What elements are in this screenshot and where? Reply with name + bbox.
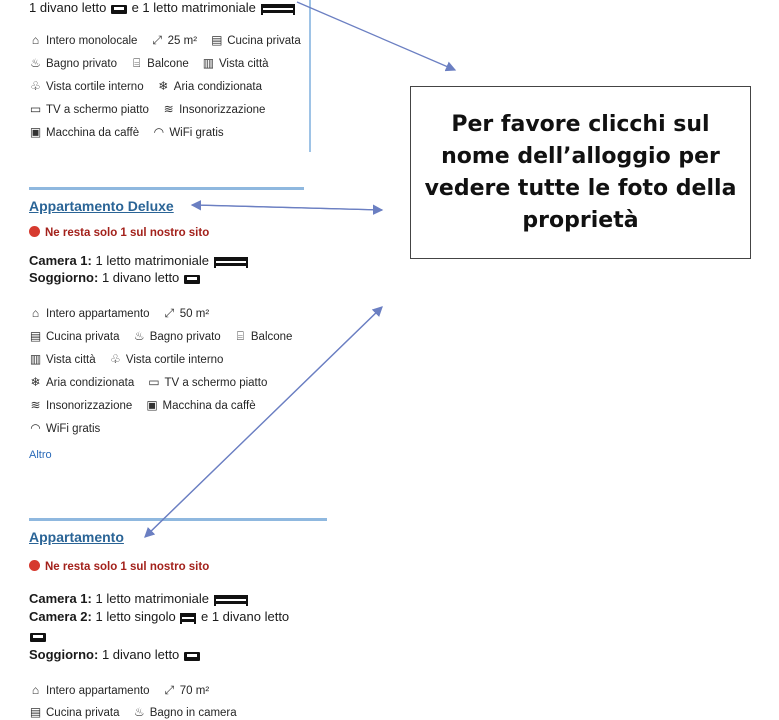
kitchen-icon: ▤ [29,705,42,719]
balcony-icon: ⌸ [133,56,141,70]
garden-view-icon: ♧ [109,352,121,366]
amenity-label: Bagno privato [149,331,221,343]
room-label: Soggiorno: [29,270,99,285]
arrow-to-callout [197,205,382,210]
arrow-up-to-callout [145,307,382,537]
room-label: Soggiorno: [29,647,99,662]
room-label: Camera 2: [29,609,92,624]
soundproof-icon: ≋ [30,398,41,412]
wifi-icon: ◠ [30,421,41,435]
bath-icon: ♨ [133,705,145,719]
air-conditioning-icon: ❄ [158,79,169,93]
room-value: e 1 divano letto [200,609,290,624]
balcony-icon: ⌸ [236,329,244,343]
area-icon: ⤢ [164,683,175,697]
amenity-label: 50 m² [179,308,210,320]
amenity-label: Aria condizionata [173,81,263,93]
amenity-label: Bagno privato [46,58,117,70]
bed-summary-text: 1 divano letto [29,0,107,15]
amenity-label: Vista città [218,58,269,70]
amenity-label: WiFi gratis [46,423,101,435]
amenity-label: Intero appartamento [46,308,150,320]
air-conditioning-icon: ❄ [30,375,41,389]
house-icon: ⌂ [31,306,40,320]
amenity-label: Intero appartamento [46,685,150,697]
room-value: 1 divano letto [101,647,180,662]
room-value: 1 divano letto [101,270,180,285]
bath-icon: ♨ [30,56,41,70]
soundproof-icon: ≋ [163,102,174,116]
garden-view-icon: ♧ [30,79,41,93]
city-view-icon: ▥ [29,352,42,366]
amenity-label: Bagno in camera [149,707,237,719]
bath-icon: ♨ [133,329,145,343]
amenity-label: Cucina privata [227,35,301,47]
kitchen-icon: ▤ [29,329,42,343]
amenity-label: Balcone [147,58,189,70]
amenity-label: Vista cortile interno [46,81,144,93]
amenity-label: Vista città [46,354,96,366]
area-icon: ⤢ [164,306,175,320]
arrow-to-top-listing [297,2,455,70]
room-value: 1 letto matrimoniale [95,591,209,606]
room-value: 1 letto matrimoniale [95,253,209,268]
city-view-icon: ▥ [202,56,215,70]
bed-summary-text-2: e 1 letto matrimoniale [131,0,256,15]
amenity-label: Vista cortile interno [125,354,224,366]
amenity-label: TV a schermo piatto [46,104,149,116]
house-icon: ⌂ [31,33,40,47]
amenity-label: Macchina da caffè [162,400,256,412]
room-label: Camera 1: [29,591,92,606]
wifi-icon: ◠ [153,125,165,139]
amenity-label: 25 m² [167,35,198,47]
instruction-text: Per favore clicchi sul nome dell’alloggio per vedere tutte le foto della proprietà [424,111,737,233]
more-link[interactable]: Altro [29,449,52,461]
area-icon: ⤢ [152,33,162,47]
tv-icon: ▭ [148,375,160,389]
room-label: Camera 1: [29,253,92,268]
listing-title-apartment[interactable]: Appartamento [29,529,124,545]
coffee-machine-icon: ▣ [146,398,158,412]
listing-title-deluxe[interactable]: Appartamento Deluxe [29,198,174,214]
amenity-label: WiFi gratis [169,127,224,139]
warning-text: Ne resta solo 1 sul nostro sito [45,561,210,573]
tv-icon: ▭ [29,102,42,116]
room-value: 1 letto singolo [95,609,176,624]
amenity-label: 70 m² [179,685,210,697]
amenity-label: Macchina da caffè [46,127,140,139]
amenity-label: Balcone [250,331,293,343]
amenity-label: Insonorizzazione [46,400,133,412]
amenity-label: Intero monolocale [46,35,138,47]
warning-text: Ne resta solo 1 sul nostro sito [45,227,210,239]
house-icon: ⌂ [31,683,40,697]
kitchen-icon: ▤ [211,33,223,47]
coffee-machine-icon: ▣ [29,125,42,139]
amenity-label: Insonorizzazione [179,104,266,116]
amenity-label: Aria condizionata [46,377,135,389]
amenity-label: Cucina privata [46,707,120,719]
amenity-label: Cucina privata [46,331,120,343]
amenity-label: TV a schermo piatto [164,377,268,389]
